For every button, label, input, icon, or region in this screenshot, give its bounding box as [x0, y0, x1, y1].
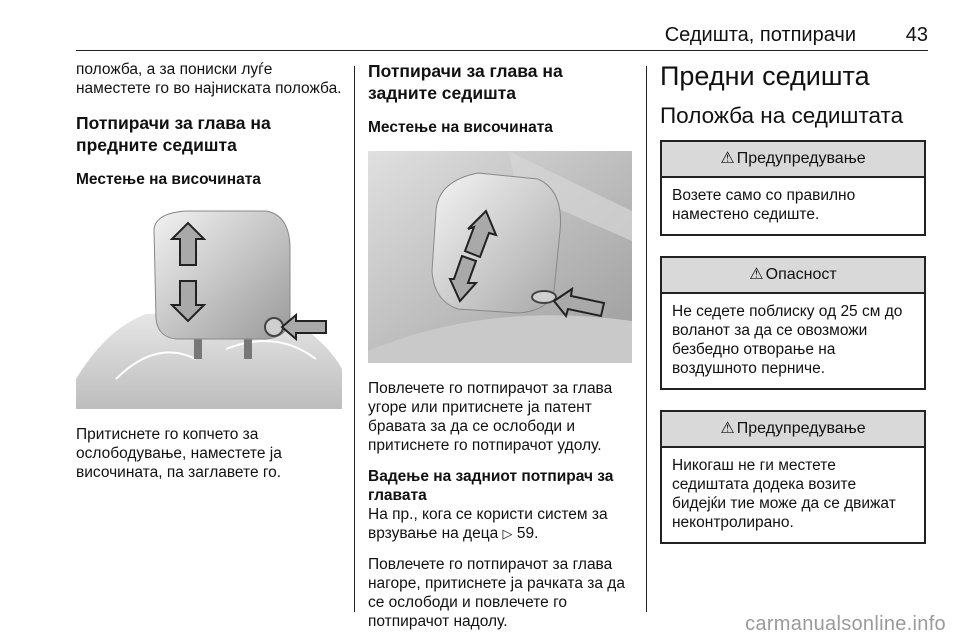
front-headrest-caption: Притиснете го копчето за ослободување, наместете ја височината, па заглавете го.: [76, 426, 282, 481]
warning-box-header: [662, 412, 924, 448]
danger-box: [660, 256, 926, 390]
warning-box-header: [662, 142, 924, 178]
rear-height-subheading: Местење на височината: [368, 119, 553, 136]
warning-title: Предупредување: [736, 150, 866, 167]
height-adjust-subheading: Местење на височината: [76, 171, 261, 188]
page-header: [76, 22, 928, 52]
warning-title: Предупредување: [736, 420, 866, 437]
danger-text: Не седете поблиску од 25 см до воланот за да се овозможи безбедно отворање на воздушното перниче.: [672, 303, 903, 377]
rear-removal-text: [368, 505, 632, 543]
danger-box-header: [662, 258, 924, 294]
rear-headrest-heading: Потпирачи за глава на задните седишта: [368, 61, 563, 103]
rear-headrest-illustration: [368, 151, 632, 363]
rear-removal-instructions: Повлечете го потпирачот за глава нагоре, притиснете ја рачката за да се ослободи и повлечете го потпирачот надолу.: [368, 556, 625, 630]
page-number: 43: [905, 24, 928, 46]
front-headrest-illustration: [76, 209, 342, 409]
warning-text: Никогаш не ги местете седиштата додека возите бидејќи тие може да се движат неконтролирано.: [672, 457, 896, 531]
intro-text: положба, а за пониски луѓе наместете го во најниската положба.: [76, 61, 342, 97]
warning-triangle-icon: ⚠: [720, 420, 735, 437]
column-1: [76, 60, 342, 482]
watermark: carmanualsonline.info: [745, 613, 946, 635]
rear-removal-subheading: Вадење на задниот потпирач за главата: [368, 468, 614, 504]
rear-removal-text-prefix: На пр., кога се користи систем за врзување на деца: [368, 506, 608, 542]
header-title: Седишта, потпирачи: [664, 24, 856, 46]
danger-title: Опасност: [765, 266, 837, 283]
column-divider: [646, 66, 647, 612]
warning-triangle-icon: ⚠: [749, 266, 764, 283]
warning-box: [660, 410, 926, 544]
warning-triangle-icon: ⚠: [720, 150, 735, 167]
column-2: [368, 60, 632, 631]
page-reference[interactable]: 59.: [516, 525, 539, 542]
reference-arrow-icon: ▷: [502, 526, 513, 541]
front-seats-heading: Предни седишта: [660, 61, 870, 91]
column-3: [660, 60, 926, 544]
seat-position-heading: Положба на седиштата: [660, 103, 904, 128]
front-headrest-heading: Потпирачи за глава на предните седишта: [76, 113, 271, 155]
warning-text: Возете само со правилно наместено седиште.: [672, 187, 856, 223]
column-divider: [354, 66, 355, 612]
warning-box: [660, 140, 926, 236]
rear-height-text: Повлечете го потпирачот за глава угоре или притиснете ја патент бравата за да се ослободи и притиснете го потпирачот удолу.: [368, 380, 613, 454]
header-rule: [76, 50, 928, 51]
